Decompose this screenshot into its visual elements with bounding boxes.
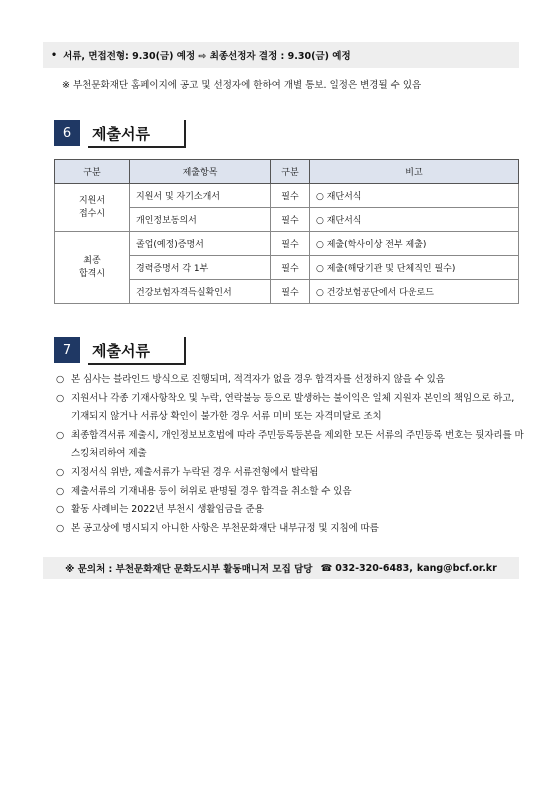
documents-table xyxy=(54,159,519,304)
list-item xyxy=(56,501,524,520)
category-label: 지원서 접수시 xyxy=(78,195,106,219)
note-cell: ○ 제출(학사이상 전부 제출) xyxy=(310,232,519,256)
circle-bullet: ○ xyxy=(56,466,65,478)
required-cell: 필수 xyxy=(271,232,310,256)
circle-bullet: ○ xyxy=(56,429,65,441)
list-item xyxy=(56,390,524,427)
rule-text: 활동 사례비는 2022년 부천시 생활임금을 준용 xyxy=(71,504,264,516)
note-cell: ○ 재단서식 xyxy=(310,184,519,208)
item-cell: 경력증명서 각 1부 xyxy=(130,256,271,280)
note-cell: ○ 건강보험공단에서 다운로드 xyxy=(310,280,519,304)
rule-text: 제출서류의 기재내용 등이 허위로 판명될 경우 합격을 취소할 수 있음 xyxy=(71,485,352,497)
rule-text: 본 심사는 블라인드 방식으로 진행되며, 적격자가 없을 경우 합격자를 선정하지 않을 수 있음 xyxy=(71,374,445,385)
rule-text: 지정서식 위반, 제출서류가 누락된 경우 서류전형에서 탈락됨 xyxy=(71,466,319,478)
table-header-row xyxy=(55,160,519,184)
contact-phone: 032-320-6483, xyxy=(335,562,413,574)
circle-bullet: ○ xyxy=(56,522,65,534)
header-category: 구분 xyxy=(55,160,130,184)
circle-bullet: ○ xyxy=(56,504,65,516)
required-cell: 필수 xyxy=(271,256,310,280)
list-item xyxy=(56,464,524,483)
category-label: 최종 합격시 xyxy=(78,255,106,279)
item-cell: 졸업(예정)증명서 xyxy=(130,232,271,256)
section-number: 7 xyxy=(54,337,80,363)
header-required: 구분 xyxy=(271,160,310,184)
header-note: 비고 xyxy=(310,160,519,184)
rule-text: 지원서나 각종 기재사항착오 및 누락, 연락불능 등으로 발생하는 불이익은 일체 지원자 본인의 책임으로 하고, 기재되지 않거나 서류상 확인이 불가한 경우 서류 미비 또는 자격미달로 조치 xyxy=(71,392,515,423)
section-number: 6 xyxy=(54,120,80,146)
contact-email[interactable]: kang@bcf.or.kr xyxy=(416,562,497,574)
table-row xyxy=(55,184,519,208)
circle-bullet: ○ xyxy=(56,485,65,497)
section-title: 제출서류 xyxy=(88,337,184,363)
required-cell: 필수 xyxy=(271,208,310,232)
schedule-summary xyxy=(43,42,519,68)
item-cell: 건강보험자격득실확인서 xyxy=(130,280,271,304)
rule-text: 본 공고상에 명시되지 아니한 사항은 부천문화재단 내부규정 및 지침에 따름 xyxy=(71,522,379,534)
schedule-bullet: • xyxy=(51,49,58,61)
phone-icon: ☎ xyxy=(320,562,333,574)
list-item xyxy=(56,371,524,390)
list-item xyxy=(56,427,524,464)
table-row xyxy=(55,232,519,256)
circle-bullet: ○ xyxy=(56,392,65,404)
section-7-header xyxy=(54,335,184,365)
item-cell: 지원서 및 자기소개서 xyxy=(130,184,271,208)
category-cell xyxy=(55,184,130,232)
circle-bullet: ○ xyxy=(56,374,65,385)
category-cell xyxy=(55,232,130,304)
contact-info xyxy=(43,557,519,579)
list-item xyxy=(56,483,524,502)
item-cell: 개인정보동의서 xyxy=(130,208,271,232)
list-item xyxy=(56,520,524,539)
rules-list xyxy=(56,371,524,538)
contact-label: ※ 문의처 : 부천문화재단 문화도시부 활동매니저 모집 담당 xyxy=(65,564,313,575)
schedule-text: 서류, 면접전형: 9.30(금) 예정 ⇨ 최종선정자 결정 : 9.30(금) 예정 xyxy=(63,51,351,62)
section-title: 제출서류 xyxy=(88,120,184,146)
notice-text: ※ 부천문화재단 홈페이지에 공고 및 선정자에 한하여 개별 통보. 일정은 변경될 수 있음 xyxy=(62,80,422,91)
note-cell: ○ 재단서식 xyxy=(310,208,519,232)
header-item: 제출항목 xyxy=(130,160,271,184)
note-cell: ○ 제출(해당기관 및 단체직인 필수) xyxy=(310,256,519,280)
required-cell: 필수 xyxy=(271,280,310,304)
required-cell: 필수 xyxy=(271,184,310,208)
section-6-header xyxy=(54,118,184,148)
rule-text: 최종합격서류 제출시, 개인정보보호법에 따라 주민등록등본을 제외한 모든 서류의 주민등록 번호는 뒷자리를 마스킹처리하여 제출 xyxy=(71,429,524,460)
